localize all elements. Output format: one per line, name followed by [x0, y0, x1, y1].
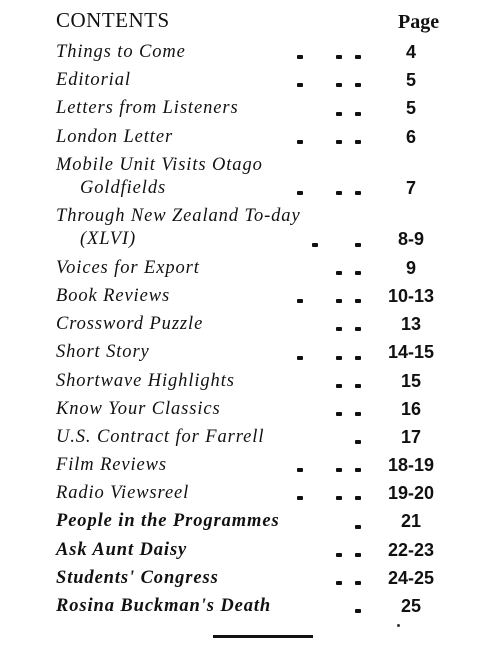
leader-dot [355, 384, 361, 388]
leader-dot [355, 412, 361, 416]
leader-dot [297, 496, 303, 500]
leader-dot [355, 440, 361, 444]
print-speck [397, 624, 400, 627]
dot-leaders [52, 603, 372, 613]
toc-entry-title-line1: Voices for Export [56, 257, 200, 278]
dot-leaders [52, 406, 372, 416]
leader-dot [297, 356, 303, 360]
dot-leaders [52, 265, 372, 275]
leader-dot [355, 243, 361, 247]
toc-entry [52, 40, 452, 68]
toc-entry-page: 8-9 [397, 229, 424, 250]
contents-list [52, 40, 452, 622]
leader-dot [355, 327, 361, 331]
toc-entry-page: 5 [405, 70, 416, 91]
toc-entry-title-line2: Goldfields [80, 177, 167, 198]
leader-dot [355, 525, 361, 529]
dot-leaders [52, 462, 372, 472]
dot-leaders [52, 77, 372, 87]
toc-entry-page: 25 [400, 596, 422, 616]
toc-entry [52, 256, 452, 284]
dot-leaders [52, 350, 372, 360]
toc-entry [52, 425, 452, 453]
leader-dot [355, 191, 361, 195]
leader-dot [336, 55, 342, 59]
dot-leaders [52, 185, 372, 195]
toc-entry-title-line1: Mobile Unit Visits Otago [56, 154, 263, 175]
leader-dot [297, 299, 303, 303]
dot-leaders [52, 237, 372, 247]
dot-leaders [52, 378, 372, 388]
toc-entry-page: 18-19 [387, 455, 435, 476]
toc-entry [52, 397, 452, 425]
leader-dot [312, 243, 318, 247]
toc-entry-title-line2: (XLVI) [80, 229, 137, 250]
leader-dot [355, 581, 361, 585]
dot-leaders [52, 575, 372, 585]
toc-entry [52, 340, 452, 368]
leader-dot [355, 609, 361, 613]
leader-dot [336, 191, 342, 195]
toc-entry [52, 453, 452, 481]
toc-entry-title-line1: London Letter [56, 126, 174, 147]
toc-entry [52, 68, 452, 96]
dot-leaders [52, 106, 372, 116]
leader-dot [336, 299, 342, 303]
toc-entry-title-line1: Through New Zealand To-day [56, 206, 301, 227]
toc-entry-title-line1: Know Your Classics [56, 398, 221, 419]
toc-entry [52, 153, 452, 205]
toc-entry-title-line1: Rosina Buckman's Death [56, 596, 272, 616]
toc-entry-page: 9 [405, 257, 416, 278]
contents-heading: CONTENTS [56, 8, 170, 32]
leader-dot [355, 271, 361, 275]
toc-entry [52, 369, 452, 397]
toc-entry-title-line1: Film Reviews [56, 455, 167, 476]
toc-entry-title-line1: U.S. Contract for Farrell [56, 426, 265, 447]
toc-entry-page: 10-13 [387, 285, 435, 306]
leader-dot [355, 356, 361, 360]
toc-entry-title-line1: Radio Viewsreel [56, 483, 190, 504]
toc-entry-title-line1: Book Reviews [56, 285, 171, 306]
toc-entry-title-line1: Letters from Listeners [56, 98, 239, 119]
leader-dot [336, 140, 342, 144]
leader-dot [355, 553, 361, 557]
dot-leaders [52, 134, 372, 144]
toc-entry [52, 312, 452, 340]
bottom-rule [213, 635, 313, 638]
toc-entry-page: 17 [400, 426, 422, 447]
dot-leaders [52, 321, 372, 331]
toc-entry-page: 22-23 [387, 539, 435, 560]
leader-dot [336, 356, 342, 360]
toc-entry-page: 16 [400, 398, 422, 419]
toc-entry [52, 481, 452, 509]
toc-entry [52, 509, 452, 537]
leader-dot [355, 299, 361, 303]
toc-entry-page: 5 [405, 98, 416, 119]
toc-entry-page: 21 [400, 511, 422, 532]
leader-dot [336, 327, 342, 331]
leader-dot [336, 271, 342, 275]
page-column-heading: Page [398, 11, 440, 33]
toc-entry-page: 4 [405, 42, 416, 62]
toc-entry [52, 284, 452, 312]
dot-leaders [52, 519, 372, 529]
toc-entry [52, 204, 452, 256]
leader-dot [297, 140, 303, 144]
toc-entry [52, 566, 452, 594]
dot-leaders [52, 490, 372, 500]
dot-leaders [52, 547, 372, 557]
toc-entry [52, 538, 452, 566]
toc-entry-title-line1: People in the Programmes [56, 511, 280, 532]
toc-entry [52, 125, 452, 153]
leader-dot [336, 553, 342, 557]
toc-entry-page: 15 [400, 370, 422, 391]
toc-entry [52, 96, 452, 124]
contents-header [56, 8, 451, 36]
leader-dot [336, 412, 342, 416]
leader-dot [336, 112, 342, 116]
leader-dot [336, 468, 342, 472]
leader-dot [336, 496, 342, 500]
toc-entry-page: 14-15 [387, 342, 435, 363]
toc-entry-page: 19-20 [387, 483, 435, 504]
toc-entry-page: 6 [405, 126, 416, 147]
leader-dot [297, 55, 303, 59]
toc-entry-page: 24-25 [387, 567, 435, 588]
toc-entry-title-line1: Short Story [56, 342, 150, 363]
toc-entry [52, 594, 452, 622]
dot-leaders [52, 49, 372, 59]
dot-leaders [52, 293, 372, 303]
leader-dot [355, 112, 361, 116]
toc-entry-title-line1: Crossword Puzzle [56, 314, 204, 335]
leader-dot [297, 191, 303, 195]
toc-entry-title-line1: Shortwave Highlights [56, 370, 235, 391]
leader-dot [355, 496, 361, 500]
toc-entry-title-line1: Things to Come [56, 42, 186, 62]
leader-dot [355, 83, 361, 87]
toc-entry-title-line1: Editorial [56, 70, 131, 91]
leader-dot [336, 83, 342, 87]
leader-dot [297, 83, 303, 87]
toc-entry-page: 7 [405, 177, 416, 198]
toc-entry-title-line1: Students' Congress [56, 567, 219, 588]
leader-dot [336, 581, 342, 585]
leader-dot [355, 55, 361, 59]
leader-dot [297, 468, 303, 472]
dot-leaders [52, 434, 372, 444]
leader-dot [336, 384, 342, 388]
leader-dot [355, 468, 361, 472]
leader-dot [355, 140, 361, 144]
toc-entry-title-line1: Ask Aunt Daisy [56, 539, 188, 560]
toc-entry-page: 13 [400, 314, 422, 335]
